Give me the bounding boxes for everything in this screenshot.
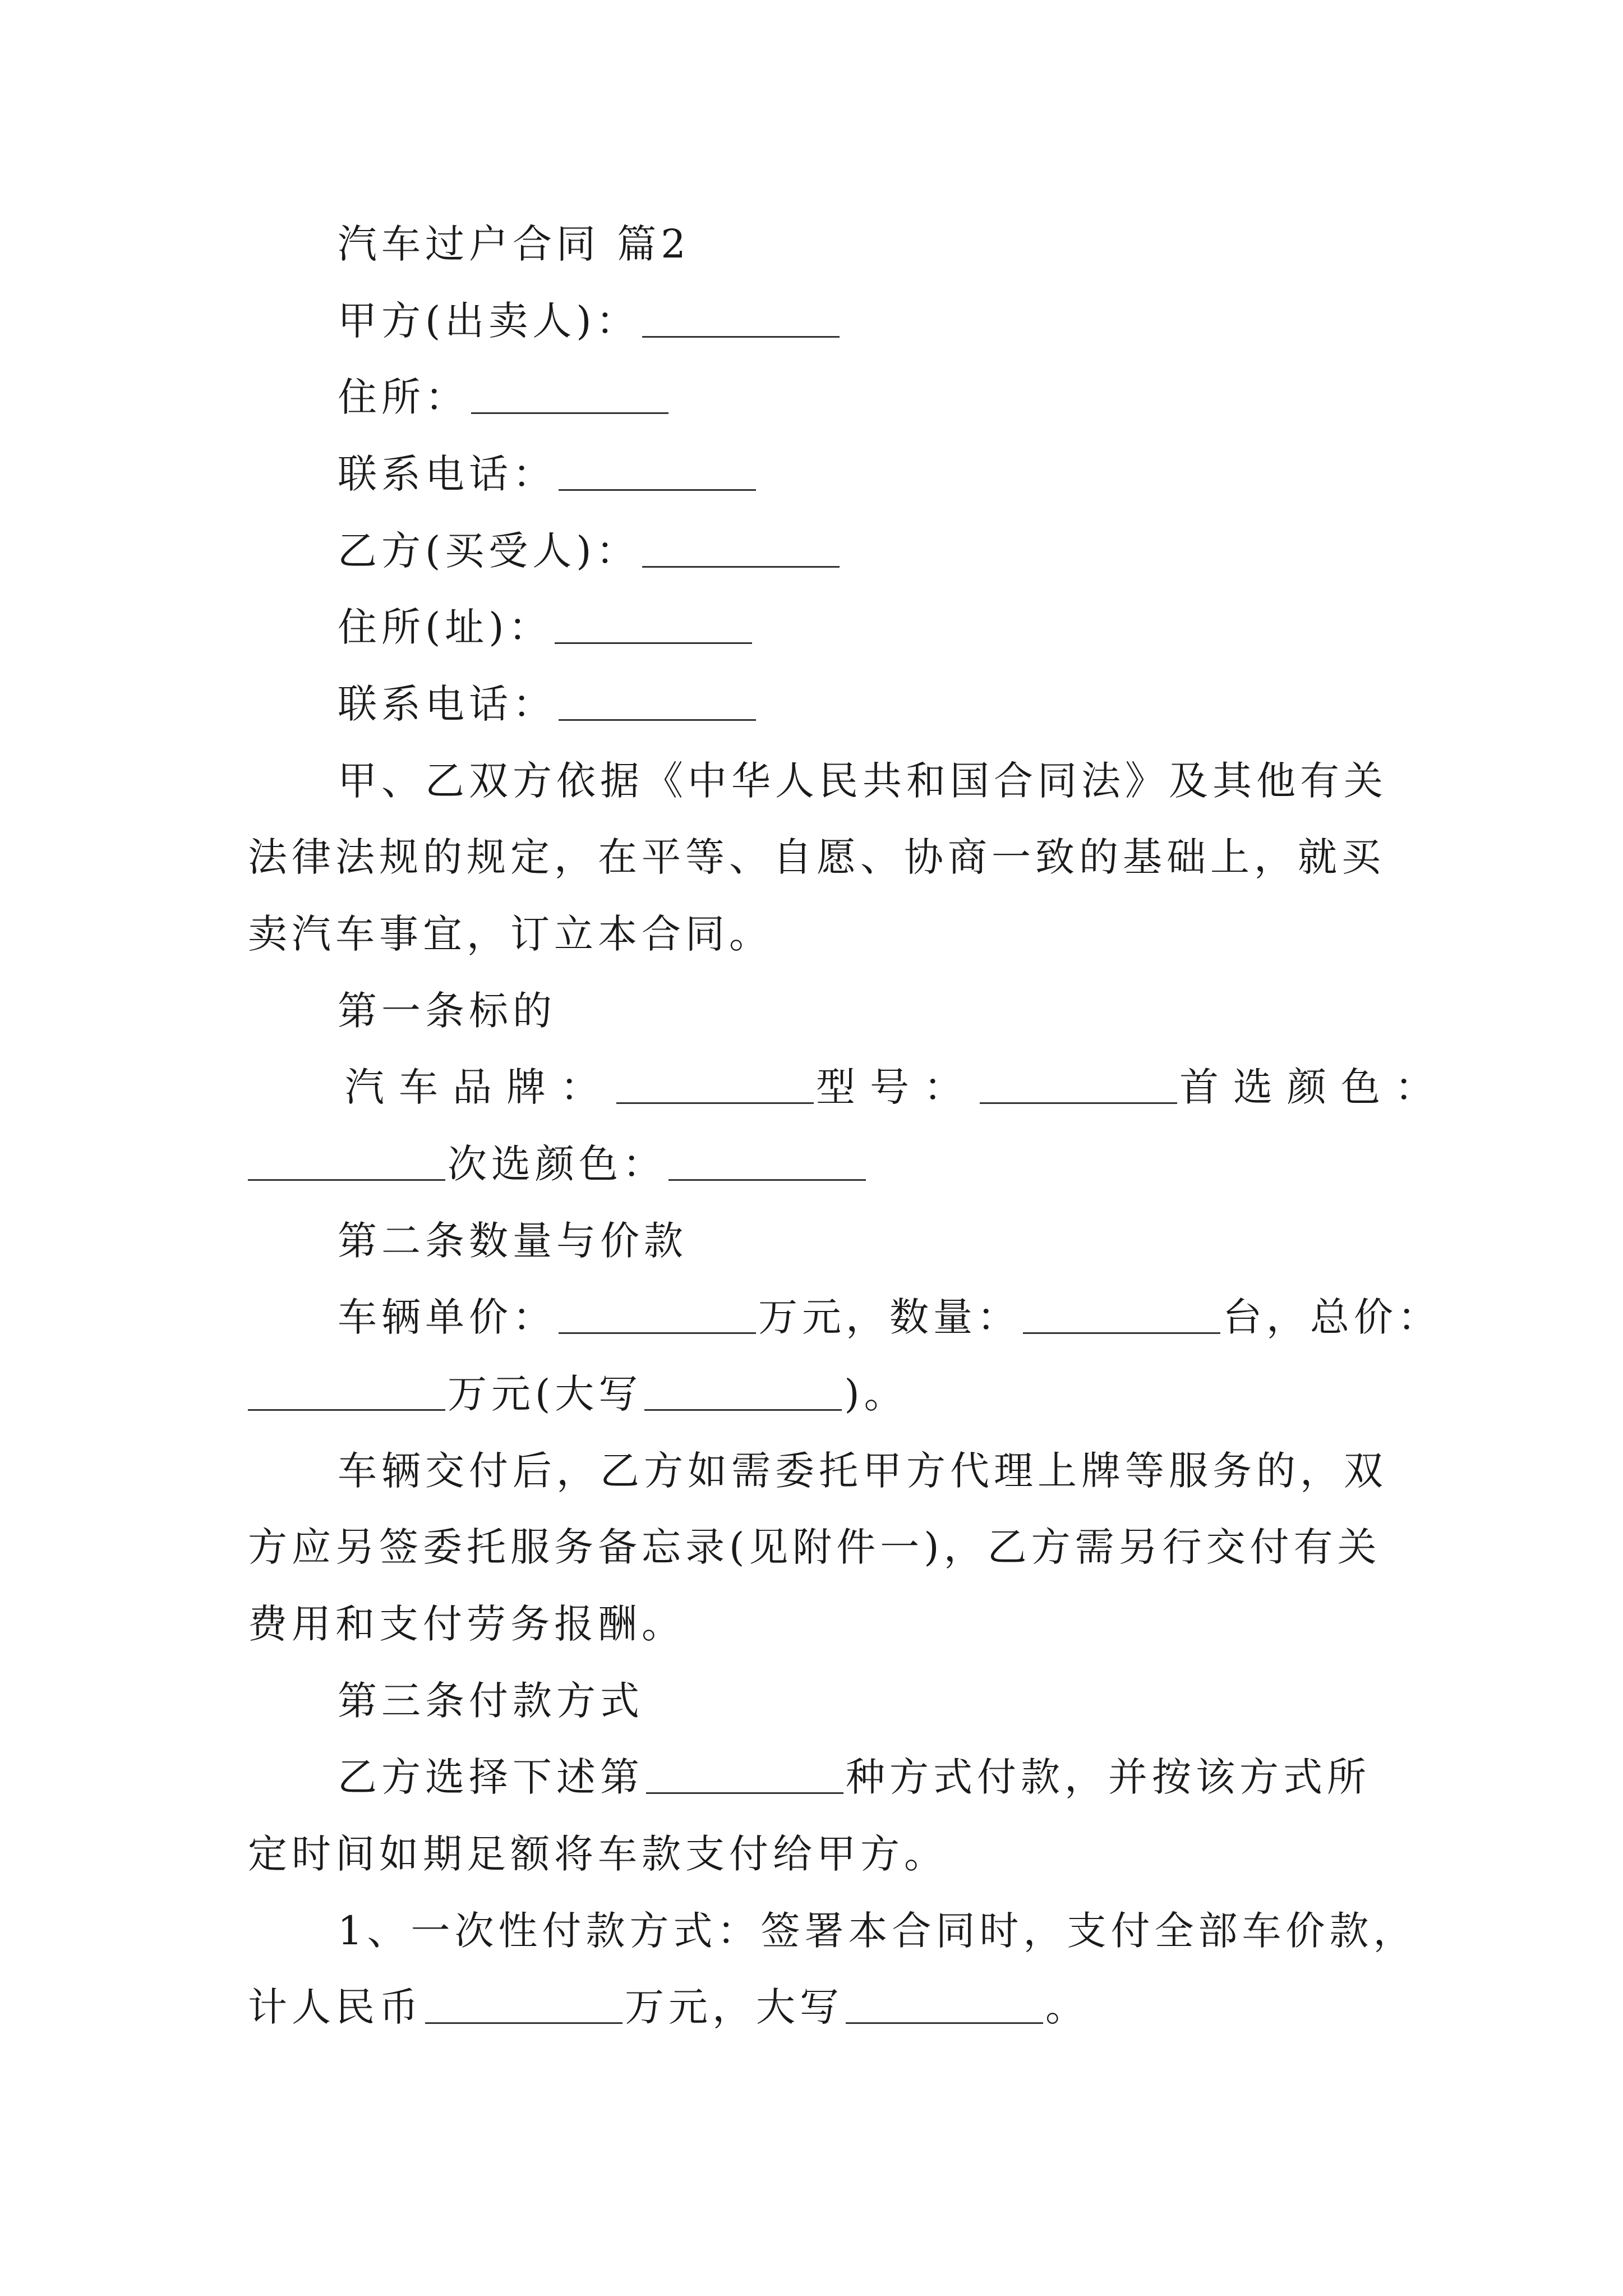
second-color-line: 次选颜色： (248, 1136, 1392, 1192)
fill-blank[interactable] (846, 1983, 1043, 2024)
fill-blank[interactable] (248, 1370, 445, 1411)
payment-choice-line-2: 定时间如期足额将车款支付给甲方。 (248, 1831, 948, 1877)
article-3-title: 第三条付款方式 (338, 1678, 644, 1724)
delivery-paragraph-line-1: 车辆交付后，乙方如需委托甲方代理上牌等服务的，双 (338, 1448, 1387, 1494)
payment-choice-line-1: 乙方选择下述第 种方式付款，并按该方式所 (338, 1754, 1371, 1800)
price-line: 车辆单价： 万元，数量： 台，总价： (338, 1294, 1441, 1340)
fill-blank[interactable] (248, 1140, 445, 1181)
intro-paragraph-line-1: 甲、乙双方依据《中华人民共和国合同法》及其他有关 (338, 758, 1387, 804)
address-a-line: 住所： (338, 369, 1392, 425)
fill-blank[interactable] (642, 297, 840, 338)
fill-blank[interactable] (616, 1063, 814, 1104)
delivery-paragraph-line-2: 方应另签委托服务备忘录(见附件一)，乙方需另行交付有关 (248, 1524, 1381, 1570)
onetime-payment-line-2: 计人民币 万元，大写 。 (248, 1984, 1089, 2030)
party-a-line: 甲方(出卖人)： (338, 293, 1392, 349)
document-title: 汽车过户合同 篇2 (338, 221, 690, 267)
fill-blank[interactable] (559, 1293, 756, 1334)
article-2-title: 第二条数量与价款 (338, 1218, 688, 1264)
fill-blank[interactable] (644, 1370, 842, 1411)
address-b-line: 住所(址)： (338, 599, 1392, 655)
fill-blank[interactable] (425, 1983, 623, 2024)
onetime-payment-line-1: 1、一次性付款方式：签署本合同时，支付全部车价款， (338, 1908, 1417, 1954)
fill-blank[interactable] (559, 680, 756, 721)
fill-blank[interactable] (471, 373, 668, 414)
fill-blank[interactable] (559, 450, 756, 491)
fill-blank[interactable] (668, 1140, 866, 1181)
intro-paragraph-line-2: 法律法规的规定，在平等、自愿、协商一致的基础上，就买 (248, 834, 1385, 880)
fill-blank[interactable] (1023, 1293, 1220, 1334)
total-price-line: 万元(大写 )。 (248, 1366, 1392, 1422)
fill-blank[interactable] (642, 527, 840, 568)
phone-a-line: 联系电话： (338, 446, 1392, 502)
phone-b-line: 联系电话： (338, 676, 1392, 732)
party-b-line: 乙方(买受人)： (338, 523, 1392, 579)
delivery-paragraph-line-3: 费用和支付劳务报酬。 (248, 1601, 685, 1647)
vehicle-spec-line: 汽车品牌： 型号： 首选颜色： (345, 1064, 1449, 1110)
fill-blank[interactable] (646, 1753, 843, 1794)
article-1-title: 第一条标的 (338, 988, 556, 1034)
fill-blank[interactable] (980, 1063, 1177, 1104)
intro-paragraph-line-3: 卖汽车事宜，订立本合同。 (248, 911, 773, 957)
fill-blank[interactable] (555, 603, 752, 644)
